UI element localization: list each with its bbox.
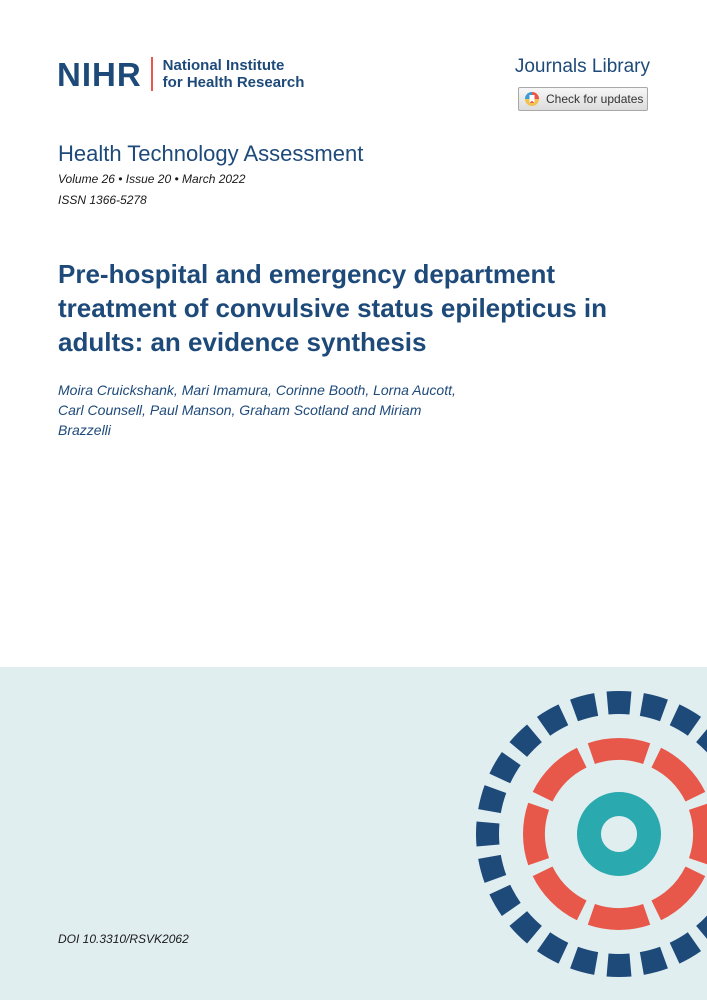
- middle-ring-segment: [651, 748, 705, 802]
- outer-ring-segment: [509, 911, 541, 943]
- middle-ring-segment: [689, 803, 707, 866]
- middle-ring-segment: [533, 866, 587, 920]
- middle-ring-segment: [523, 803, 549, 866]
- outer-ring-segment: [478, 785, 506, 813]
- outer-ring-segment: [607, 954, 632, 977]
- journals-library-label: Journals Library: [514, 56, 650, 77]
- journal-title: Health Technology Assessment: [58, 141, 364, 166]
- issn: ISSN 1366-5278: [58, 193, 147, 207]
- outer-ring-segment: [476, 822, 499, 847]
- logo-line-1: National Institute: [162, 57, 285, 74]
- check-for-updates-label: Check for updates: [546, 92, 644, 106]
- outer-ring-segment: [489, 752, 520, 783]
- concentric-rings-graphic: [476, 688, 707, 1000]
- logo-divider: [151, 57, 153, 91]
- outer-ring-segment: [607, 691, 632, 714]
- logo-text: [163, 57, 305, 91]
- doi: DOI 10.3310/RSVK2062: [58, 932, 189, 946]
- outer-ring-segment: [696, 911, 707, 943]
- outer-ring-segment: [570, 693, 598, 721]
- outer-ring-segment: [489, 885, 520, 916]
- outer-ring-segment: [670, 932, 701, 963]
- outer-ring-segment: [478, 855, 506, 883]
- middle-ring-segment: [588, 738, 651, 764]
- article-title: Pre-hospital and emergency department treatment of convulsive status epilepticus in adults: an evidence synthesis: [58, 259, 608, 357]
- outer-ring-segment: [696, 724, 707, 756]
- logo-line-2: for Health Research: [162, 74, 305, 91]
- outer-ring-segment: [640, 693, 668, 721]
- middle-ring-segment: [651, 866, 705, 920]
- middle-ring-segment: [588, 904, 651, 930]
- outer-ring-segment: [670, 704, 701, 735]
- outer-ring-segment: [537, 704, 568, 735]
- author-list: Moira Cruickshank, Mari Imamura, Corinne Booth, Lorna Aucott, Carl Counsell, Paul Manson, Graham Scotland and Miriam Brazzelli: [58, 382, 456, 438]
- crossmark-icon: [524, 91, 540, 107]
- outer-ring-segment: [640, 947, 668, 975]
- middle-ring-segment: [533, 748, 587, 802]
- issue-line: Volume 26 • Issue 20 • March 2022: [58, 172, 246, 186]
- outer-ring-segment: [570, 947, 598, 975]
- outer-ring-segment: [509, 724, 541, 756]
- outer-ring-segment: [537, 932, 568, 963]
- nihr-logo: [57, 57, 304, 91]
- inner-ring: [589, 804, 649, 864]
- middle-ring: [523, 738, 707, 930]
- logo-mark: NIHR: [57, 55, 142, 93]
- check-for-updates-button[interactable]: [518, 87, 648, 111]
